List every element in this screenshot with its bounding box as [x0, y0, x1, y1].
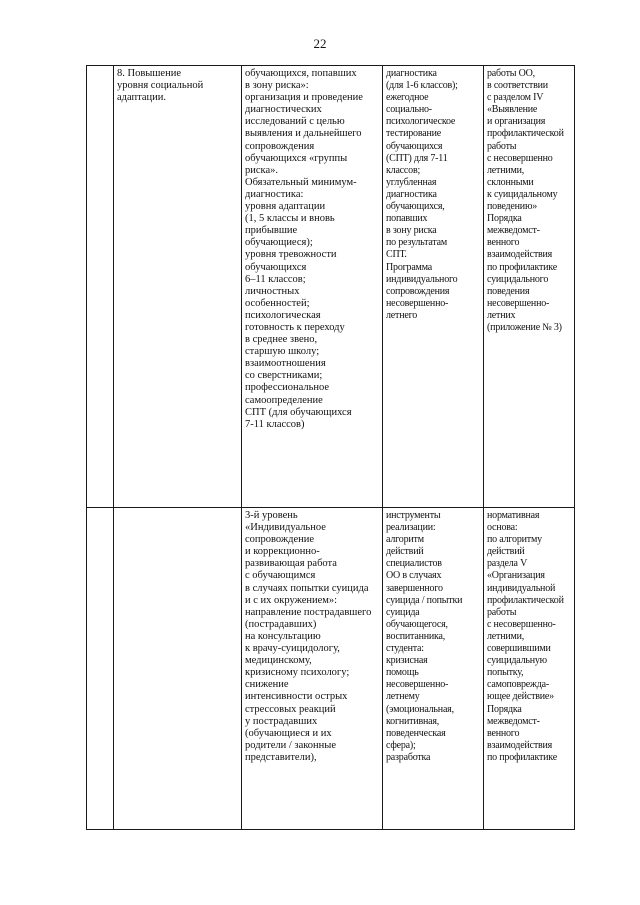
- cell-direction: [114, 66, 242, 508]
- cell-line: основа:: [487, 522, 518, 534]
- cell-line: уровня адаптации: [245, 201, 326, 213]
- cell-line: по алгоритму: [487, 534, 542, 546]
- cell-line: самоповрежда-: [487, 679, 550, 691]
- table-row: [87, 66, 575, 508]
- cell-line: «Выявление: [487, 104, 538, 116]
- cell-line: социально-: [386, 104, 432, 116]
- cell-number: [87, 66, 114, 508]
- cell-line: 8. Повышение: [117, 68, 181, 79]
- cell-line: в зону риска»:: [245, 80, 309, 92]
- cell-line: особенностей;: [245, 297, 310, 309]
- cell-line: действий: [487, 546, 525, 558]
- cell-line: (обучающиеся и их: [245, 727, 332, 739]
- cell-line: готовность к переходу: [245, 321, 345, 333]
- cell-line: интенсивности острых: [245, 691, 348, 703]
- cell-line: на консультацию: [245, 630, 321, 642]
- cell-line: несовершенно-: [386, 679, 449, 691]
- cell-line: и организация: [487, 116, 546, 128]
- page-number: 22: [313, 36, 327, 51]
- cell-content: [242, 508, 383, 830]
- cell-line: профилактической: [487, 594, 564, 606]
- cell-tools: [383, 66, 484, 508]
- cell-line: летнему: [386, 691, 420, 703]
- cell-line: поведенческая: [386, 727, 446, 739]
- cell-line: алгоритм: [386, 534, 424, 546]
- cell-line: работы ОО,: [487, 68, 535, 79]
- cell-line: Порядка: [487, 213, 522, 225]
- cell-line: ОО в случаях: [386, 570, 442, 582]
- cell-line: ежегодное: [386, 92, 429, 104]
- cell-line: личностных: [245, 285, 300, 297]
- cell-line: в соответствии: [487, 80, 548, 92]
- cell-number: [87, 508, 114, 830]
- cell-line: направление пострадавшего: [245, 606, 372, 618]
- cell-line: с обучающимся: [245, 570, 316, 582]
- cell-line: Порядка: [487, 703, 522, 715]
- cell-line: поведению»: [487, 201, 538, 213]
- cell-line: «Организация: [487, 570, 545, 582]
- cell-line: прибывшие: [245, 225, 298, 237]
- cell-line: сфера);: [386, 739, 416, 751]
- cell-basis: [484, 508, 575, 830]
- cell-content: [242, 66, 383, 508]
- cell-line: межведомст-: [487, 715, 540, 727]
- cell-line: в случаях попытки суицида: [245, 582, 369, 594]
- cell-line: ющее действие»: [487, 691, 554, 703]
- cell-line: (приложение № 3): [487, 321, 562, 333]
- cell-line: обучающихся, попавших: [245, 68, 357, 79]
- cell-line: несовершенно-: [386, 297, 449, 309]
- cell-line: с несовершенно: [487, 152, 553, 164]
- cell-line: суицидальную: [487, 655, 547, 667]
- cell-line: уровня тревожности: [245, 249, 337, 261]
- cell-line: помощь: [386, 667, 419, 679]
- cell-line: специалистов: [386, 558, 442, 570]
- cell-line: СПТ (для обучающихся: [245, 406, 352, 418]
- cell-line: адаптации.: [117, 92, 167, 104]
- cell-line: исследований с целью: [245, 116, 345, 128]
- cell-line: и с их окружением»:: [245, 594, 338, 606]
- cell-line: риска».: [245, 164, 279, 176]
- cell-line: раздела V: [487, 558, 528, 570]
- cell-line: медицинскому,: [245, 655, 312, 667]
- cell-line: с разделом IV: [487, 92, 544, 104]
- cell-line: СПТ.: [386, 249, 407, 261]
- cell-line: летними,: [487, 630, 525, 642]
- cell-line: обучающихся,: [386, 201, 445, 213]
- cell-line: обучающиеся);: [245, 237, 313, 249]
- cell-line: профессиональное: [245, 382, 330, 394]
- cell-line: обучающихся: [386, 140, 443, 152]
- cell-line: 7-11 классов): [245, 418, 305, 430]
- cell-line: с несовершенно-: [487, 618, 556, 630]
- cell-line: в среднее звено,: [245, 334, 318, 346]
- cell-line: «Индивидуальное: [245, 522, 326, 534]
- cell-line: диагностика:: [245, 188, 304, 200]
- cell-line: в зону риска: [386, 225, 437, 237]
- cell-direction: [114, 508, 242, 830]
- cell-basis: [484, 66, 575, 508]
- cell-line: (1, 5 классы и вновь: [245, 213, 335, 225]
- cell-line: классов;: [386, 164, 421, 176]
- cell-line: действий: [386, 546, 424, 558]
- cell-line: студента:: [386, 643, 424, 655]
- cell-line: совершившими: [487, 643, 551, 655]
- cell-line: обучающегося,: [386, 618, 448, 630]
- cell-line: (для 1-6 классов);: [386, 80, 458, 92]
- cell-line: обучающихся: [245, 261, 307, 273]
- table-row: [87, 508, 575, 830]
- cell-line: родители / законные: [245, 739, 337, 751]
- cell-line: попавших: [386, 213, 428, 225]
- cell-line: 6–11 классов;: [245, 273, 306, 285]
- cell-line: поведения: [487, 285, 530, 297]
- cell-line: сопровождения: [386, 285, 450, 297]
- cell-line: самоопределение: [245, 394, 323, 406]
- cell-line: (СПТ) для 7-11: [386, 152, 448, 164]
- cell-line: представители),: [245, 751, 317, 763]
- cell-line: старшую школу;: [245, 346, 320, 358]
- cell-line: суицидального: [487, 273, 549, 285]
- cell-line: завершенного: [386, 582, 443, 594]
- cell-tools: [383, 508, 484, 830]
- cell-line: индивидуального: [386, 273, 458, 285]
- cell-line: суицида / попытки: [386, 594, 463, 606]
- cell-line: профилактической: [487, 128, 564, 140]
- cell-line: Обязательный минимум-: [245, 176, 357, 188]
- cell-line: летнего: [386, 309, 418, 321]
- cell-line: венного: [487, 727, 520, 739]
- cell-line: к суицидальному: [487, 188, 558, 200]
- cell-line: летними,: [487, 164, 525, 176]
- cell-line: (эмоциональная,: [386, 703, 454, 715]
- cell-line: диагностика: [386, 68, 437, 79]
- cell-line: сопровождение: [245, 534, 315, 546]
- cell-line: реализации:: [386, 522, 436, 534]
- cell-line: (пострадавших): [245, 618, 317, 630]
- cell-line: нормативная: [487, 510, 540, 521]
- cell-line: взаимодействия: [487, 249, 553, 261]
- cell-line: уровня социальной: [117, 80, 204, 92]
- cell-line: взаимодействия: [487, 739, 553, 751]
- cell-line: 3-й уровень: [245, 510, 298, 521]
- cell-line: инструменты: [386, 510, 441, 521]
- cell-line: работы: [487, 140, 517, 152]
- cell-line: к врачу-суицидологу,: [245, 643, 340, 655]
- cell-line: работы: [487, 606, 517, 618]
- cell-line: стрессовых реакций: [245, 703, 336, 715]
- cell-line: индивидуальной: [487, 582, 556, 594]
- cell-line: психологическое: [386, 116, 456, 128]
- cell-line: по профилактике: [487, 261, 557, 273]
- cell-line: выявления и дальнейшего: [245, 128, 362, 140]
- cell-line: психологическая: [245, 309, 321, 321]
- cell-line: развивающая работа: [245, 558, 337, 570]
- cell-line: диагностических: [245, 104, 322, 116]
- cell-line: у пострадавших: [245, 715, 318, 727]
- cell-line: диагностика: [386, 188, 437, 200]
- cell-line: воспитанника,: [386, 630, 446, 642]
- cell-line: кризисная: [386, 655, 428, 667]
- cell-line: несовершенно-: [487, 297, 550, 309]
- cell-line: кризисному психологу;: [245, 667, 350, 679]
- cell-line: тестирование: [386, 128, 441, 140]
- cell-line: по профилактике: [487, 751, 557, 763]
- cell-line: Программа: [386, 261, 432, 273]
- cell-line: разработка: [386, 751, 431, 763]
- cell-line: суицида: [386, 606, 420, 618]
- document-table: [86, 65, 575, 830]
- cell-line: межведомст-: [487, 225, 540, 237]
- cell-line: сопровождения: [245, 140, 315, 152]
- cell-line: и коррекционно-: [245, 546, 320, 558]
- cell-line: обучающихся «группы: [245, 152, 348, 164]
- cell-line: венного: [487, 237, 520, 249]
- cell-line: организация и проведение: [245, 92, 363, 104]
- cell-line: снижение: [245, 679, 289, 691]
- cell-line: летних: [487, 309, 516, 321]
- cell-line: склонными: [487, 176, 534, 188]
- cell-line: углубленная: [386, 176, 437, 188]
- cell-line: взаимоотношения: [245, 358, 326, 370]
- cell-line: попытку,: [487, 667, 524, 679]
- cell-line: по результатам: [386, 237, 448, 249]
- cell-line: со сверстниками;: [245, 370, 323, 382]
- cell-line: когнитивная,: [386, 715, 440, 727]
